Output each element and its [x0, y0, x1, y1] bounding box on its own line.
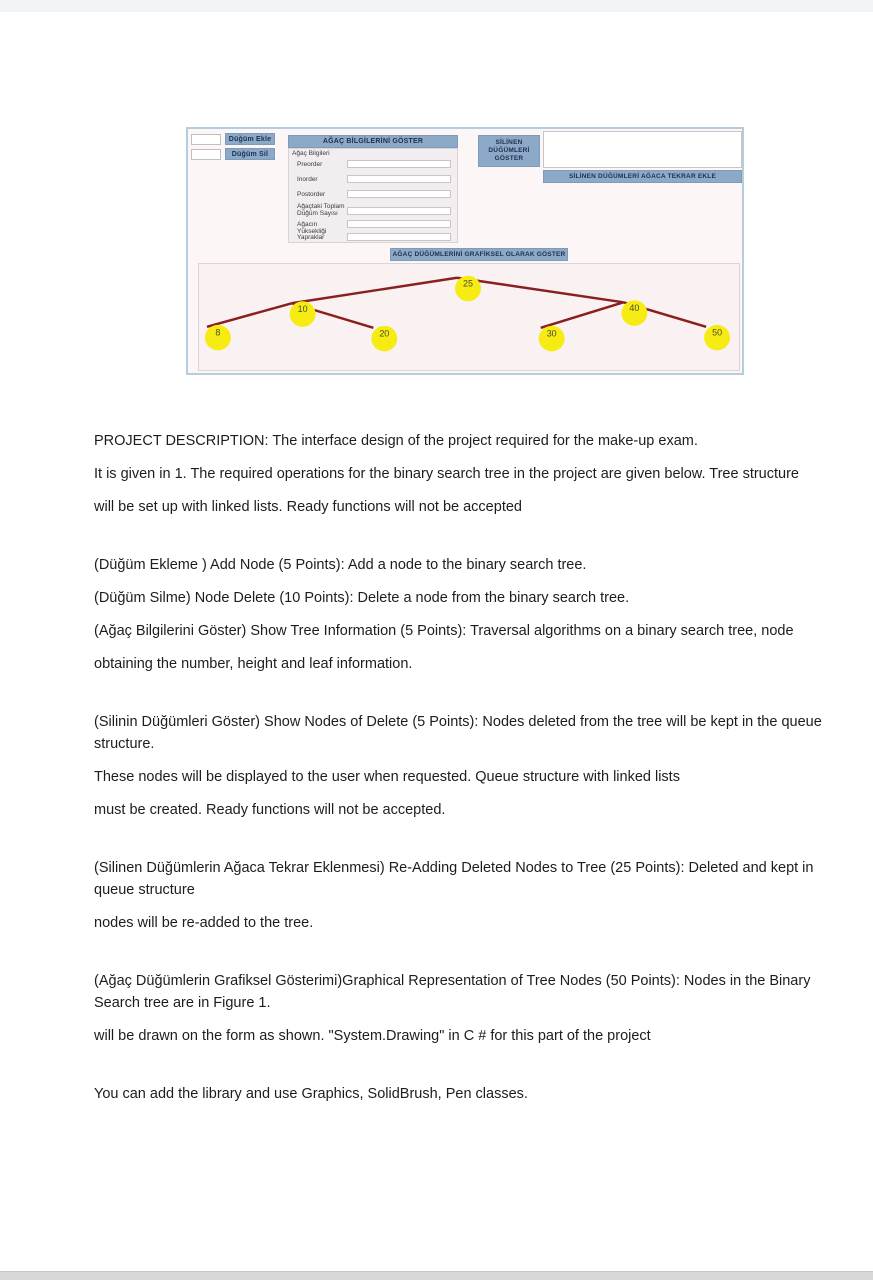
tree-edge: [541, 302, 624, 328]
doc-paragraph: will be set up with linked lists. Ready functions will not be accepted: [94, 499, 522, 515]
tree-node-label: 20: [379, 328, 390, 339]
delete-node-input[interactable]: [191, 149, 221, 160]
bottom-margin-band: [0, 1271, 873, 1280]
total-node-count-label: Ağaçtaki Toplam Düğüm Sayısı: [297, 203, 345, 217]
doc-paragraph: (Düğüm Silme) Node Delete (10 Points): Delete a node from the binary search tree.: [94, 590, 630, 606]
doc-paragraph: You can add the library and use Graphics, SolidBrush, Pen classes.: [94, 1086, 528, 1102]
tree-height-field[interactable]: [347, 220, 451, 228]
readd-deleted-nodes-button[interactable]: SİLİNEN DÜĞÜMLERİ AĞACA TEKRAR EKLE: [543, 170, 742, 183]
doc-paragraph: (Silinin Düğümleri Göster) Show Nodes of Delete (5 Points): Nodes deleted from the tree will be kept in the queue structure.: [94, 714, 822, 752]
inorder-label: Inorder: [297, 176, 318, 183]
postorder-label: Postorder: [297, 191, 326, 198]
tree-edge: [292, 278, 457, 304]
postorder-field[interactable]: [347, 190, 451, 198]
preorder-field[interactable]: [347, 160, 451, 168]
tree-info-panel: [288, 148, 458, 243]
doc-paragraph: These nodes will be displayed to the user when requested. Queue structure with linked lists: [94, 769, 680, 785]
app-screenshot-figure: [186, 127, 744, 375]
doc-paragraph: (Ağaç Bilgilerini Göster) Show Tree Information (5 Points): Traversal algorithms on a binary search tree, node: [94, 623, 794, 639]
tree-node-label: 40: [629, 303, 640, 314]
top-margin-band: [0, 0, 873, 12]
tree-node-label: 10: [297, 304, 308, 315]
preorder-label: Preorder: [297, 161, 323, 168]
inorder-field[interactable]: [347, 175, 451, 183]
add-node-button[interactable]: Düğüm Ekle: [225, 133, 275, 145]
doc-paragraph: (Silinen Düğümlerin Ağaca Tekrar Eklenmesi) Re-Adding Deleted Nodes to Tree (25 Points): Deleted and kept in queue structure: [94, 860, 814, 898]
tree-node-label: 25: [463, 278, 473, 289]
total-node-count-field[interactable]: [347, 207, 451, 215]
document-text: [94, 430, 839, 1116]
tree-node-label: 30: [546, 328, 557, 339]
deleted-nodes-listbox[interactable]: [543, 131, 742, 168]
tree-edge: [207, 303, 292, 327]
tree-height-label: Ağacın Yüksekliği: [297, 221, 327, 235]
tree-svg: [199, 264, 739, 370]
doc-paragraph: nodes will be re-added to the tree.: [94, 915, 314, 931]
doc-paragraph: It is given in 1. The required operations for the binary search tree in the project are given below. Tree structure: [94, 466, 799, 482]
tree-info-group-label: Ağaç Bilgileri: [292, 150, 330, 157]
add-node-input[interactable]: [191, 134, 221, 145]
delete-node-button[interactable]: Düğüm Sil: [225, 148, 275, 160]
tree-graph-panel: [198, 263, 740, 371]
doc-paragraph: must be created. Ready functions will not be accepted.: [94, 802, 446, 818]
tree-edge: [457, 278, 623, 303]
show-tree-info-button[interactable]: AĞAÇ BİLGİLERİNİ GÖSTER: [288, 135, 458, 148]
tree-node-label: 8: [215, 327, 221, 338]
show-deleted-nodes-button[interactable]: SİLİNEN DÜĞÜMLERİ GÖSTER: [478, 135, 540, 167]
leaves-label: Yapraklar: [297, 234, 325, 241]
doc-paragraph: PROJECT DESCRIPTION: The interface design of the project required for the make-up exam.: [94, 433, 698, 449]
leaves-field[interactable]: [347, 233, 451, 241]
doc-paragraph: (Düğüm Ekleme ) Add Node (5 Points): Add a node to the binary search tree.: [94, 557, 587, 573]
doc-paragraph: will be drawn on the form as shown. "System.Drawing" in C # for this part of the project: [94, 1028, 651, 1044]
doc-paragraph: (Ağaç Düğümlerin Grafiksel Gösterimi)Graphical Representation of Tree Nodes (50 Points): Nodes in the Binary Search tree are in Figure 1.: [94, 973, 811, 1011]
show-tree-graphical-button[interactable]: AĞAÇ DÜĞÜMLERİNİ GRAFİKSEL OLARAK GÖSTER: [390, 248, 568, 261]
doc-paragraph: obtaining the number, height and leaf information.: [94, 656, 413, 672]
tree-node-label: 50: [712, 327, 723, 338]
